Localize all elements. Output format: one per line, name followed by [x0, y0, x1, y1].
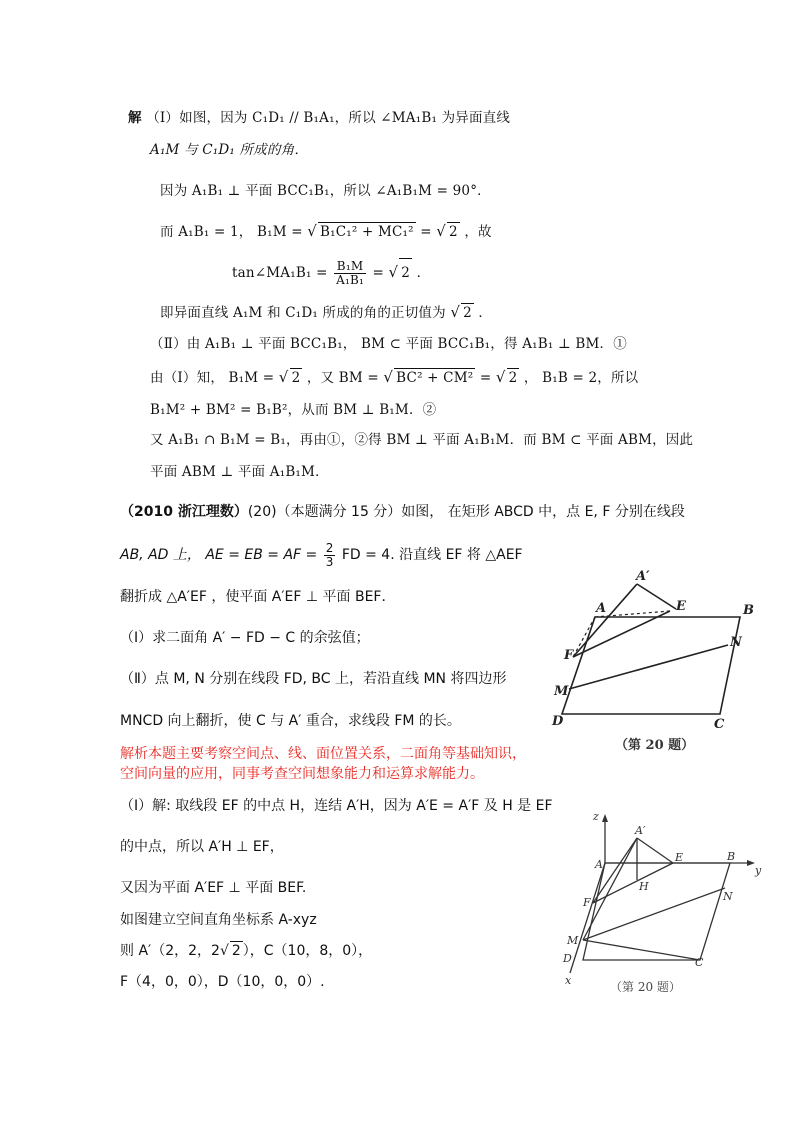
- figure-2-line-A1E: [637, 838, 673, 863]
- x-axis: [570, 863, 605, 973]
- label-B: B: [743, 603, 754, 618]
- sqrt-sign-icon: √: [495, 368, 506, 386]
- label-F: F: [583, 896, 591, 909]
- solution-line-10: 又 A₁B₁ ∩ B₁M = B₁，再由①，②得 BM ⊥ 平面 A₁B₁M．而 BM ⊂ 平面 ABM，因此: [150, 432, 694, 448]
- label-H: H: [639, 880, 649, 893]
- solution-line-7: （Ⅱ）由 A₁B₁ ⊥ 平面 BCC₁B₁， BM ⊂ 平面 BCC₁B₁，得 A₁B₁ ⊥ BM．①: [150, 336, 627, 352]
- figure-2-coordinate-diagram: [555, 808, 775, 1000]
- label-y: y: [755, 864, 762, 877]
- fraction: [324, 542, 336, 569]
- y-arrow-icon: [747, 860, 755, 866]
- label-x: x: [565, 974, 572, 987]
- text: ．: [416, 265, 431, 281]
- label-E: E: [676, 599, 686, 614]
- label-C: C: [695, 956, 704, 969]
- sqrt-sign-icon: √: [436, 222, 447, 240]
- denominator: A₁B₁: [336, 273, 365, 287]
- text: 而 A₁B₁ = 1， B₁M =: [160, 224, 303, 240]
- z-arrow-icon: [602, 814, 608, 822]
- solution-line-4: [160, 222, 492, 241]
- question-2: （Ⅱ）点 M, N 分别在线段 FD, BC 上，若沿直线 MN 将四边形: [120, 671, 507, 687]
- figure-1-line-FA1: [573, 584, 637, 657]
- sqrt-sign-icon: √: [383, 368, 394, 386]
- label-N: N: [730, 635, 742, 650]
- text: tan∠MA₁B₁ =: [232, 265, 328, 281]
- text: 则 A′（2，2，2: [120, 943, 220, 959]
- answer-line-4: 如图建立空间直角坐标系 A-xyz: [120, 912, 317, 928]
- label-A: A: [595, 858, 603, 871]
- label-E: E: [675, 851, 684, 864]
- fraction: [334, 260, 366, 287]
- solution-line-2: A₁M 与 C₁D₁ 所成的角．: [150, 142, 309, 158]
- label-D: D: [552, 714, 564, 729]
- solution-label: 解: [128, 110, 142, 126]
- figure-2-line-MA1: [583, 838, 637, 940]
- solution-line-1: [128, 109, 510, 127]
- numerator: B₁M: [334, 260, 366, 274]
- answer-line-1: （Ⅰ）解: 取线段 EF 的中点 H，连结 A′H，因为 A′E = A′F 及 H 是 EF: [120, 798, 553, 814]
- label-N: N: [723, 890, 733, 903]
- answer-line-5: [120, 941, 372, 960]
- radicand: B₁C₁² + MC₁²: [319, 224, 414, 240]
- label-B: B: [727, 850, 736, 863]
- label-M: M: [554, 684, 569, 699]
- figure-2-line-FE: [593, 863, 673, 903]
- solution-line-3: 因为 A₁B₁ ⊥ 平面 BCC₁B₁，所以 ∠A₁B₁M = 90°．: [160, 183, 491, 199]
- radicand: 2: [508, 370, 518, 386]
- sqrt-sign-icon: √: [219, 943, 229, 959]
- problem-line-1: [120, 503, 685, 521]
- text: =: [372, 265, 385, 281]
- solution-line-8: [150, 368, 638, 387]
- figure-1-line-FE: [573, 611, 670, 657]
- figure-2-caption: （第 20 题）: [610, 980, 681, 994]
- text: ），C（10，8，0），: [242, 943, 373, 959]
- solution-line-6: [160, 303, 492, 322]
- question-1: （Ⅰ）求二面角 A′ − FD − C 的余弦值；: [120, 630, 370, 646]
- radicand: BC² + CM²: [396, 370, 474, 386]
- radicand: 2: [449, 224, 458, 240]
- solution-line-5: [232, 258, 430, 287]
- label-A1: A′: [636, 569, 650, 584]
- problem-line-3: 翻折成 △A′EF ，使平面 A′EF ⊥ 平面 BEF．: [120, 589, 396, 605]
- radicand: 2: [399, 258, 412, 287]
- label-D: D: [563, 952, 572, 965]
- figure-1-line-A1E: [637, 584, 676, 609]
- label-M: M: [567, 934, 579, 947]
- sqrt-sign-icon: √: [388, 263, 399, 281]
- text: =: [420, 224, 432, 240]
- label-C: C: [714, 717, 725, 732]
- label-A: A: [596, 601, 607, 616]
- figure-1-caption: （第 20 题）: [615, 738, 695, 753]
- text: ， B₁B = 2，所以: [523, 370, 639, 386]
- problem-line-2: [120, 540, 523, 570]
- text: ，又 BM =: [306, 370, 379, 386]
- problem-intro: (20)（本题满分 15 分）如图， 在矩形 ABCD 中，点 E, F 分别在线段: [247, 504, 685, 520]
- text: AB, AD 上， AE = EB = AF =: [120, 547, 318, 563]
- label-A1: A′: [635, 824, 646, 837]
- text: ，故: [464, 224, 492, 240]
- text: 即异面直线 A₁M 和 C₁D₁ 所成的角的正切值为: [160, 305, 446, 321]
- analysis-line-1: 解析本题主要考察空间点、线、面位置关系，二面角等基础知识，: [120, 746, 526, 762]
- question-2-cont: MNCD 向上翻折，使 C 与 A′ 重合，求线段 FM 的长。: [120, 713, 461, 729]
- answer-line-6: F（4，0，0），D（10，0，0）.: [120, 974, 325, 990]
- label-z: z: [593, 810, 599, 823]
- radicand: 2: [463, 305, 472, 321]
- text: =: [479, 370, 492, 386]
- figure-2-line-MN: [583, 888, 725, 940]
- problem-source: （2010 浙江理数）: [120, 504, 248, 520]
- answer-line-3: 又因为平面 A′EF ⊥ 平面 BEF.: [120, 880, 307, 896]
- figure-1-line-MN: [569, 645, 728, 689]
- figure-2-rectangle: [583, 863, 730, 960]
- label-F: F: [564, 648, 574, 663]
- radicand: 2: [231, 943, 241, 959]
- sqrt-sign-icon: √: [278, 368, 289, 386]
- solution-text: （Ⅰ）如图，因为 C₁D₁ // B₁A₁，所以 ∠MA₁B₁ 为异面直线: [146, 110, 511, 126]
- radicand: 2: [291, 370, 301, 386]
- figure-1-folded-rectangle: [540, 562, 775, 757]
- solution-line-11: 平面 ABM ⊥ 平面 A₁B₁M．: [150, 464, 329, 480]
- solution-line-9: B₁M² + BM² = B₁B²，从而 BM ⊥ B₁M．②: [150, 402, 437, 418]
- denominator: 3: [325, 554, 334, 569]
- analysis-line-2: 空间向量的应用，同事考查空间想象能力和运算求解能力。: [120, 766, 484, 782]
- text: 由（Ⅰ）知， B₁M =: [150, 370, 275, 386]
- figure-2-line-MC: [583, 940, 700, 960]
- text: FD = 4. 沿直线 EF 将 △AEF: [341, 547, 523, 563]
- sqrt-sign-icon: √: [450, 303, 461, 321]
- answer-line-2: 的中点，所以 A′H ⊥ EF，: [120, 839, 284, 855]
- numerator: 2: [325, 540, 334, 555]
- sqrt-sign-icon: √: [307, 222, 317, 240]
- text: ．: [478, 305, 493, 321]
